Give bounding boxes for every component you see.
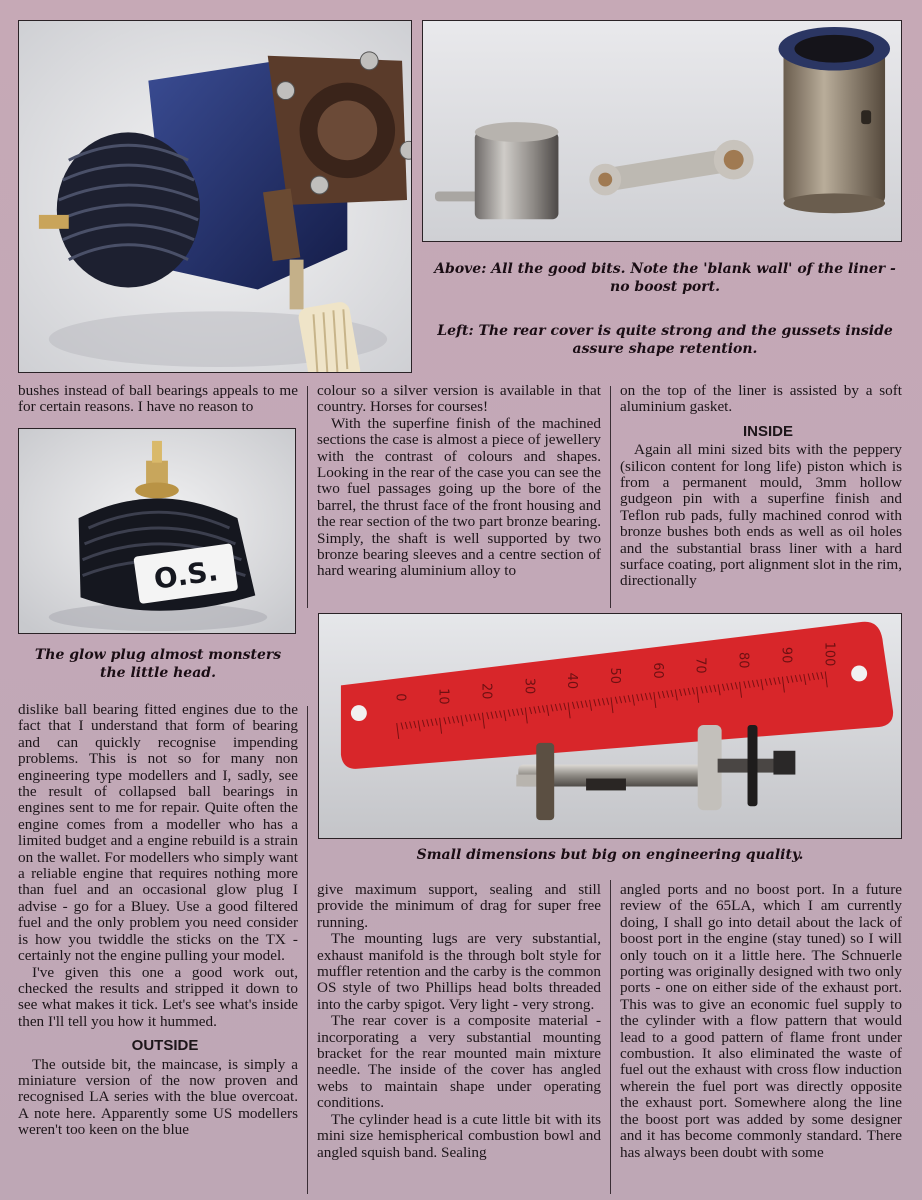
paragraph: bushes instead of ball bearings appeals to me for certain reasons. I have no reason to: [18, 382, 298, 416]
paragraph: dislike ball bearing fitted engines due to the fact that I understand that form of bearing and can quickly recognise impending problems. This is not so for many non engineering type modellers and I, sadly, see the result of collapsed ball bearings in engines sent to me for repair. Quite often the engine comes from a modeller who has a limited budget and a engine rebuild is a strain on the wallet. For modellers who simply want a reliable engine that requires nothing more than fuel and an occasional glow plug I advise - go for a Bluey. Use a good filtered fuel and the only problem you need consider is how you twiddle the sticks on the TX - certainly not the engine pulling your model.: [18, 701, 298, 965]
column-rule-right-lower: [610, 880, 611, 1194]
ruler-tick-label: 60: [649, 662, 665, 679]
column-rule-left: [307, 386, 308, 608]
column-1-bottom: [18, 702, 298, 1139]
column-1-top: [18, 383, 298, 416]
column-2-bottom: [317, 882, 601, 1161]
ruler-tick-label: 0: [392, 693, 408, 702]
engine-parts-photo: [422, 20, 902, 242]
glow-plug-caption: The glow plug almost monsters the little head.: [34, 647, 282, 681]
paragraph: on the top of the liner is assisted by a soft aluminium gasket.: [620, 382, 902, 416]
paragraph: Again all mini sized bits with the peppery (silicon content for long life) piston which is from a permanent mould, 3mm hollow gudgeon pin with a superfine finish and Teflon rub pads, fully machined conrod with bronze bushes both ends as well as oil holes and the substantial brass liner with a hard surface coating, port alignment slot in the rim, directionally: [620, 441, 902, 590]
column-2-top: [317, 383, 601, 580]
paragraph: The mounting lugs are very substantial, exhaust manifold is the through bolt style for muffler retention and the carby is the common OS style of two Phillips head bolts threaded into the carby spigot. Very light - very strong.: [317, 930, 601, 1013]
os-badge-text: O.S.: [151, 554, 221, 596]
paragraph: I've given this one a good work out, checked the results and stripped it down to see what makes it tick. Let's see what's inside then I'll tell you how it hummed.: [18, 963, 298, 1030]
column-3-bottom: [620, 882, 902, 1161]
cylinder-head-photo: [18, 428, 296, 634]
crankshaft-ruler-photo: [318, 613, 902, 839]
paragraph: The rear cover is a composite material - incorporating a very substantial mounting bracket for the rear mounted main mixture needle. The inside of the cover has angled webs to maintain shape under operating conditions.: [317, 1012, 601, 1112]
section-heading-outside: OUTSIDE: [131, 1037, 199, 1055]
ruler-tick-label: 30: [521, 677, 537, 695]
column-3-top: [620, 383, 902, 590]
section-heading-inside: INSIDE: [742, 422, 793, 440]
paragraph: The cylinder head is a cute little bit with its mini size hemispherical combustion bowl and angled squish band. Sealing: [317, 1110, 601, 1161]
ruler-tick-label: 40: [564, 672, 580, 690]
paragraph: colour so a silver version is available in that country. Horses for courses!: [317, 382, 601, 416]
paragraph: give maximum support, sealing and still provide the minimum of drag for super free running.: [317, 881, 601, 931]
paragraph: angled ports and no boost port. In a future review of the 65LA, which I am currently doing, I shall go into detail about the lack of boost port in the engine (stay tuned) so I will only touch on it a little here. The Schnuerle porting was originally designed with two only ports - one on either side of the exhaust port. This was to give an economic fuel supply to the cylinder with a flow pattern that would lead to a good pattern of flame front under combustion. It also eliminated the waste of fuel out the exhaust with cross flow induction wherein the fuel port was directly opposite the exhaust port. Somewhere along the line the boost port was added by some designer and it has become commonly standard. There has always been doubt with some: [620, 881, 902, 1161]
ruler-tick-label: 20: [478, 682, 494, 700]
ruler-tick-label: 80: [735, 652, 751, 669]
ruler-tick-label: 50: [606, 667, 623, 684]
ruler-tick-label: 70: [692, 657, 708, 674]
rear-photo-caption: Left: The rear cover is quite strong and the gussets inside assure shape retention.: [437, 323, 893, 357]
ruler-tick-label: 100: [821, 641, 837, 667]
ruler-tick-label: 90: [778, 646, 794, 664]
column-rule-left-lower: [307, 706, 308, 1194]
ruler-photo-caption: Small dimensions but big on engineering quality.: [416, 847, 804, 863]
paragraph: The outside bit, the maincase, is simply a miniature version of the now proven and recognised LA series with the blue overcoat. A note here. Apparently some US modellers weren't too keen on the blue: [18, 1055, 298, 1139]
column-rule-right: [610, 386, 611, 608]
ruler-tick-label: 10: [435, 688, 451, 705]
engine-rear-photo: [18, 20, 412, 373]
parts-photo-caption: Above: All the good bits. Note the 'blank wall' of the liner - no boost port.: [434, 261, 896, 295]
paragraph: With the superfine finish of the machined sections the case is almost a piece of jewellery with the contrast of colours and shapes. Looking in the rear of the case you can see the two fuel passages going up the bore of the barrel, the thrust face of the front housing and the rear section of the two part bronze bearing. Simply, the shaft is well supported by two bronze bearing sleeves and a centre section of hard wearing aluminium alloy to: [317, 414, 601, 580]
